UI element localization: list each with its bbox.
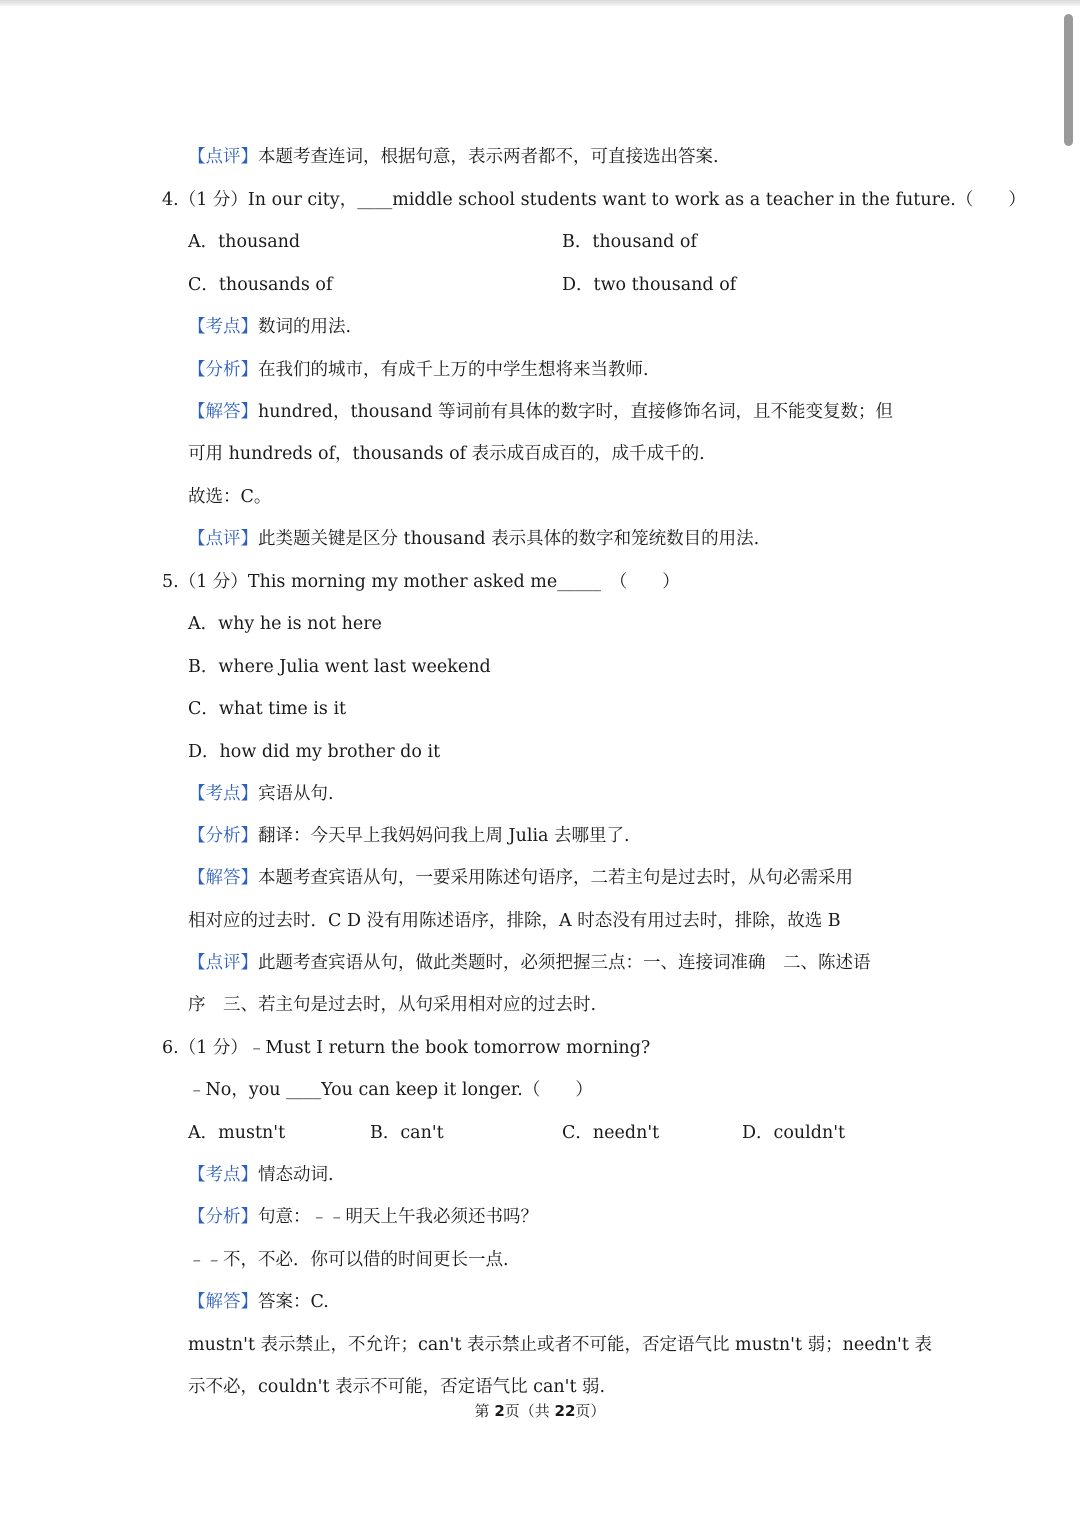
- tag-label: 分析: [205, 360, 241, 380]
- current-page-number: 2: [494, 1402, 505, 1420]
- dianping-text: 此类题关键是区分 thousand 表示具体的数字和笼统数目的用法.: [258, 529, 760, 549]
- question-5-stem: 5.（1 分）This morning my mother asked me_____ （ ）: [162, 572, 680, 592]
- q4-option-d: D．two thousand of: [562, 275, 737, 295]
- tag-label: 分析: [205, 1207, 241, 1227]
- scrollbar-thumb[interactable]: [1064, 14, 1073, 146]
- jieda-text-1: 本题考查宾语从句，一要采用陈述句语序，二若主句是过去时，从句必需采用: [258, 868, 853, 888]
- q6-explain-line1: mustn't 表示禁止，不允许；can't 表示禁止或者不可能，否定语气比 mustn't 弱；needn't 表: [188, 1335, 932, 1355]
- tag-label: 点评: [205, 147, 241, 167]
- kaodian-text: 宾语从句.: [258, 784, 334, 804]
- q6-jieda: 【解答】答案：C.: [188, 1292, 329, 1312]
- q6-option-a: A．mustn't: [188, 1123, 286, 1143]
- q5-option-a: A．why he is not here: [188, 614, 382, 634]
- total-page-number: 22: [554, 1402, 576, 1420]
- tag-label: 分析: [205, 826, 241, 846]
- comment-q3: 【点评】本题考查连词，根据句意，表示两者都不，可直接选出答案.: [188, 147, 719, 167]
- q5-dianping-line2: 序 三、若主句是过去时，从句采用相对应的过去时.: [188, 995, 597, 1015]
- q6-explain-line2: 示不必，couldn't 表示不可能，否定语气比 can't 弱.: [188, 1377, 606, 1397]
- tag-label: 点评: [205, 953, 241, 973]
- page-footer: [0, 1400, 1080, 1422]
- q6-kaodian: 【考点】情态动词.: [188, 1165, 334, 1185]
- tag-label: 解答: [205, 402, 241, 422]
- jieda-text: 答案：C.: [258, 1292, 329, 1312]
- tag-label: 考点: [205, 1165, 241, 1185]
- kaodian-text: 情态动词.: [258, 1165, 334, 1185]
- q4-fenxi: 【分析】在我们的城市，有成千上万的中学生想将来当教师.: [188, 360, 649, 380]
- q4-jieda-line2: 可用 hundreds of，thousands of 表示成百成百的，成千成千的.: [188, 444, 705, 464]
- q5-option-c: C．what time is it: [188, 699, 347, 719]
- q5-option-d: D．how did my brother do it: [188, 742, 441, 762]
- q5-jieda: 【解答】本题考查宾语从句，一要采用陈述句语序，二若主句是过去时，从句必需采用: [188, 868, 853, 888]
- tag-label: 解答: [205, 1292, 241, 1312]
- fenxi-text: 翻译：今天早上我妈妈问我上周 Julia 去哪里了.: [258, 826, 630, 846]
- q5-option-b: B．where Julia went last weekend: [188, 657, 491, 677]
- top-edge: [0, 0, 1080, 6]
- q4-dianping: 【点评】此类题关键是区分 thousand 表示具体的数字和笼统数目的用法.: [188, 529, 760, 549]
- q6-fenxi: 【分析】句意：﹣﹣明天上午我必须还书吗？: [188, 1207, 538, 1227]
- q4-option-c: C．thousands of: [188, 275, 333, 295]
- footer-middle: 页（共: [504, 1402, 555, 1420]
- tag-label: 考点: [205, 317, 241, 337]
- q5-jieda-line2: 相对应的过去时．C D 没有用陈述语序，排除，A 时态没有用过去时，排除，故选 B: [188, 911, 841, 931]
- comment-text: 本题考查连词，根据句意，表示两者都不，可直接选出答案.: [258, 147, 719, 167]
- jieda-text-1: hundred，thousand 等词前有具体的数字时，直接修饰名词，且不能变复数；但: [258, 402, 893, 422]
- question-6-stem: 6.（1 分）﹣Must I return the book tomorrow morning?: [162, 1038, 651, 1058]
- q6-option-d: D．couldn't: [742, 1123, 846, 1143]
- q4-kaodian: 【考点】数词的用法.: [188, 317, 352, 337]
- q4-option-b: B．thousand of: [562, 232, 697, 252]
- dianping-text-1: 此题考查宾语从句，做此类题时，必须把握三点：一、连接词准确 二、陈述语: [258, 953, 871, 973]
- q5-fenxi: 【分析】翻译：今天早上我妈妈问我上周 Julia 去哪里了.: [188, 826, 630, 846]
- question-6-stem-line2: ﹣No，you ____You can keep it longer.（ ）: [188, 1080, 593, 1100]
- q5-kaodian: 【考点】宾语从句.: [188, 784, 334, 804]
- fenxi-text: 在我们的城市，有成千上万的中学生想将来当教师.: [258, 360, 649, 380]
- q4-option-a: A．thousand: [188, 232, 301, 252]
- fenxi-text: 句意：﹣﹣明天上午我必须还书吗？: [258, 1207, 538, 1227]
- q6-option-b: B．can't: [370, 1123, 444, 1143]
- question-4-stem: 4.（1 分）In our city，____middle school students want to work as a teacher in the future.（ ）: [162, 190, 1026, 210]
- kaodian-text: 数词的用法.: [258, 317, 352, 337]
- q4-answer: 故选：C。: [188, 487, 272, 507]
- footer-suffix: 页）: [575, 1402, 606, 1420]
- q6-option-c: C．needn't: [562, 1123, 660, 1143]
- q5-dianping: 【点评】此题考查宾语从句，做此类题时，必须把握三点：一、连接词准确 二、陈述语: [188, 953, 871, 973]
- tag-label: 点评: [205, 529, 241, 549]
- footer-prefix: 第: [474, 1402, 495, 1420]
- q6-fenxi-line2: ﹣﹣不，不必．你可以借的时间更长一点.: [188, 1250, 509, 1270]
- tag-label: 解答: [205, 868, 241, 888]
- q4-jieda: 【解答】hundred，thousand 等词前有具体的数字时，直接修饰名词，且不能变复数；但: [188, 402, 893, 422]
- tag-label: 考点: [205, 784, 241, 804]
